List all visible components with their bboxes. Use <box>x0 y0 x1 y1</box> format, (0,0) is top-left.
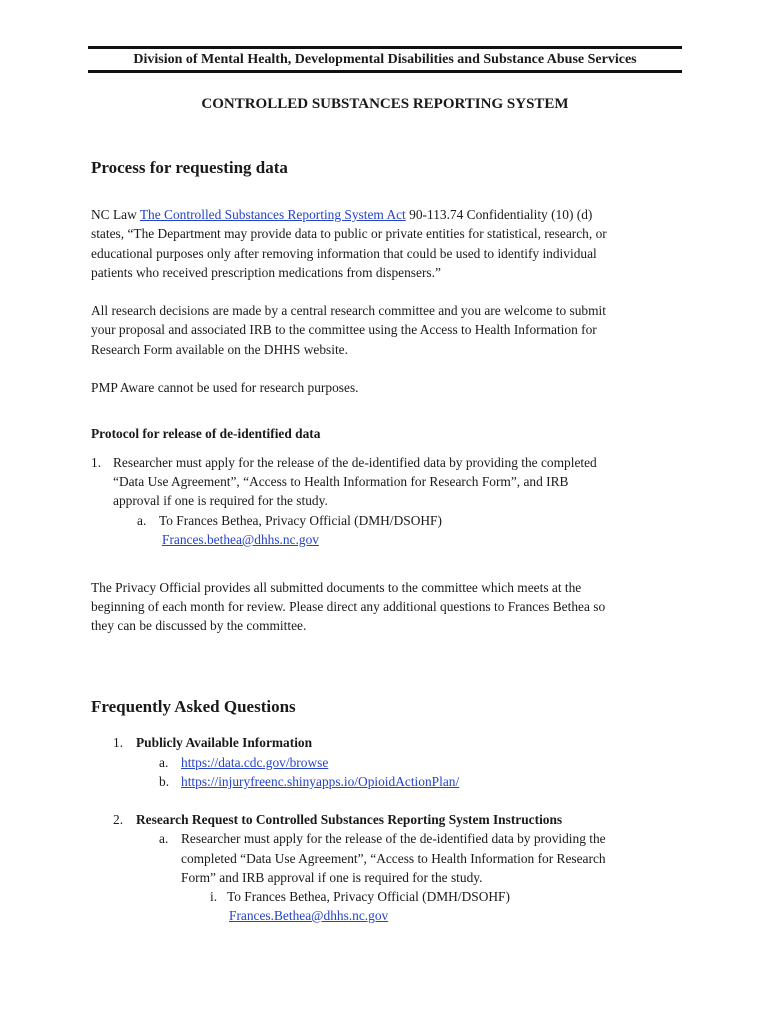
csrs-act-link[interactable]: The Controlled Substances Reporting System Act <box>139 207 406 222</box>
faq-q2-i-text: To Frances Bethea, Privacy Official (DMH/DSOHF) <box>227 889 510 904</box>
process-paragraph-1-line-4: patients who received prescription medications from dispensers.” <box>91 265 441 280</box>
opioid-action-plan-link[interactable]: https://injuryfreenc.shinyapps.io/OpioidActionPlan/ <box>181 774 460 789</box>
protocol-sub-a-text: To Frances Bethea, Privacy Official (DMH/DSOHF) <box>159 513 442 528</box>
faq-q2-i-number: i. <box>210 889 218 904</box>
protocol-item-1-line-3: approval if one is required for the study. <box>113 493 328 508</box>
protocol-closing-line-2: beginning of each month for review. Please direct any additional questions to Frances Bethea so <box>91 599 606 614</box>
process-paragraph-2-line-1: All research decisions are made by a central research committee and you are welcome to submit <box>91 303 606 318</box>
faq-q2-a-number: a. <box>159 831 169 846</box>
protocol-item-1-line-1: Researcher must apply for the release of the de-identified data by providing the completed <box>113 455 597 470</box>
protocol-sub-a-number: a. <box>137 513 147 528</box>
process-paragraph-3: PMP Aware cannot be used for research purposes. <box>91 380 359 395</box>
process-paragraph-1-line-2: states, “The Department may provide data to public or private entities for statistical, research, or <box>91 226 607 241</box>
confidentiality-suffix: 90-113.74 Confidentiality (10) (d) <box>405 207 593 222</box>
protocol-item-1-number: 1. <box>91 455 102 470</box>
faq-contact-email-link[interactable]: Frances.Bethea@dhhs.nc.gov <box>229 908 389 923</box>
protocol-item-1-line-2: “Data Use Agreement”, “Access to Health Information for Research Form”, and IRB <box>113 474 569 489</box>
faq-heading: Frequently Asked Questions <box>91 697 296 716</box>
process-heading: Process for requesting data <box>91 158 288 177</box>
header-rule-bottom <box>88 70 682 73</box>
process-paragraph-2-line-3: Research Form available on the DHHS website. <box>91 342 348 357</box>
process-paragraph-1-line-3: educational purposes only after removing information that could be used to identify individual <box>91 246 597 261</box>
faq-q1-b-number: b. <box>159 774 170 789</box>
division-header: Division of Mental Health, Developmental Disabilities and Substance Abuse Services <box>133 52 637 67</box>
faq-q2-a-line-1: Researcher must apply for the release of the de-identified data by providing the <box>181 831 606 846</box>
faq-q2-title: Research Request to Controlled Substances Reporting System Instructions <box>136 812 563 827</box>
process-paragraph-1-line-1 <box>91 205 592 224</box>
faq-q1-number: 1. <box>113 735 124 750</box>
faq-q1-a-number: a. <box>159 755 169 770</box>
faq-q1-title: Publicly Available Information <box>136 735 313 750</box>
protocol-closing-line-1: The Privacy Official provides all submitted documents to the committee which meets at the <box>91 580 582 595</box>
faq-q2-a-line-2: completed “Data Use Agreement”, “Access to Health Information for Research <box>181 851 606 866</box>
protocol-heading: Protocol for release of de-identified data <box>91 426 321 441</box>
protocol-closing-line-3: they can be discussed by the committee. <box>91 618 307 633</box>
document-title: CONTROLLED SUBSTANCES REPORTING SYSTEM <box>201 96 569 112</box>
cdc-data-link[interactable]: https://data.cdc.gov/browse <box>181 755 329 770</box>
process-paragraph-2-line-2: your proposal and associated IRB to the committee using the Access to Health Information for <box>91 322 597 337</box>
header-rule-top <box>88 46 682 49</box>
faq-q2-a-line-3: Form” and IRB approval if one is required for the study. <box>181 870 483 885</box>
protocol-contact-email-link[interactable]: Frances.bethea@dhhs.nc.gov <box>162 532 319 547</box>
nc-law-prefix: NC Law <box>91 207 140 222</box>
faq-q2-number: 2. <box>113 812 124 827</box>
